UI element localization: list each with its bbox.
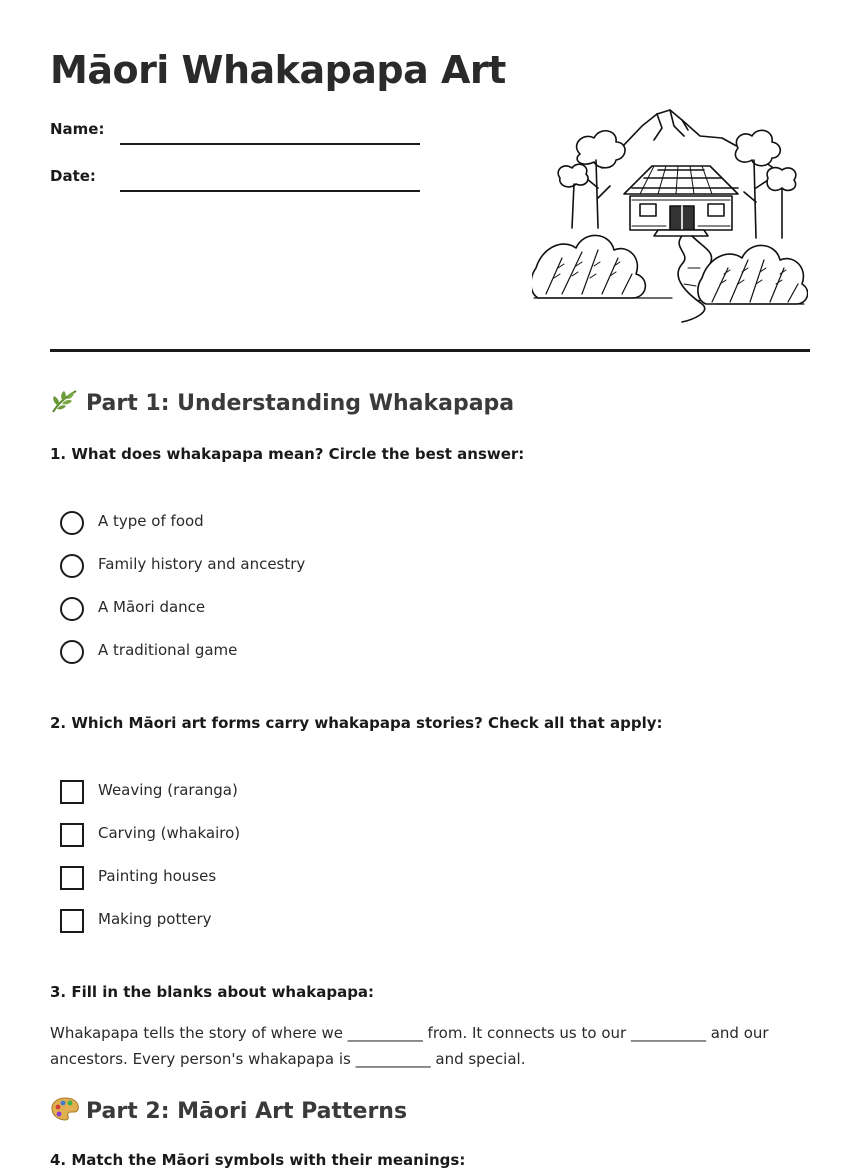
fill-in-line-1: Whakapapa tells the story of where we __________ from. It connects us to our __________ and our — [50, 1024, 769, 1042]
worksheet-title: Māori Whakapapa Art — [50, 48, 506, 92]
question-2: 2. Which Māori art forms carry whakapapa stories? Check all that apply: — [50, 714, 663, 732]
checkbox[interactable] — [60, 780, 84, 804]
header-divider — [50, 349, 810, 352]
checkbox[interactable] — [60, 866, 84, 890]
option-label: A type of food — [98, 512, 204, 530]
q1-option[interactable] — [60, 511, 560, 537]
fill-in-blanks-paragraph — [50, 1020, 790, 1072]
question-1: 1. What does whakapapa mean? Circle the best answer: — [50, 445, 525, 463]
part1-heading — [50, 388, 514, 416]
q2-option[interactable] — [60, 909, 560, 935]
name-label: Name: — [50, 120, 105, 138]
date-field[interactable] — [50, 167, 420, 197]
q1-option[interactable] — [60, 640, 560, 666]
option-label: Family history and ancestry — [98, 555, 306, 573]
q1-option[interactable] — [60, 554, 560, 580]
name-field[interactable] — [50, 120, 420, 150]
radio-circle[interactable] — [60, 554, 84, 578]
q2-option[interactable] — [60, 823, 560, 849]
option-label: Painting houses — [98, 867, 217, 885]
option-label: Weaving (raranga) — [98, 781, 238, 799]
part2-heading — [50, 1096, 407, 1124]
checkbox[interactable] — [60, 823, 84, 847]
wharenui-illustration — [532, 108, 808, 326]
radio-circle[interactable] — [60, 511, 84, 535]
checkbox[interactable] — [60, 909, 84, 933]
question-4: 4. Match the Māori symbols with their meanings: — [50, 1151, 466, 1169]
q2-option[interactable] — [60, 866, 560, 892]
option-label: A Māori dance — [98, 598, 206, 616]
palette-icon — [50, 1096, 80, 1122]
option-label: A traditional game — [98, 641, 238, 659]
part2-heading-text: Part 2: Māori Art Patterns — [86, 1099, 408, 1124]
radio-circle[interactable] — [60, 640, 84, 664]
leaf-icon — [50, 388, 80, 414]
fill-in-line-2: ancestors. Every person's whakapapa is __________ and special. — [50, 1050, 526, 1068]
option-label: Making pottery — [98, 910, 212, 928]
date-label: Date: — [50, 167, 96, 185]
part1-heading-text: Part 1: Understanding Whakapapa — [86, 391, 515, 416]
question-3: 3. Fill in the blanks about whakapapa: — [50, 983, 375, 1001]
radio-circle[interactable] — [60, 597, 84, 621]
q2-option[interactable] — [60, 780, 560, 806]
q1-option[interactable] — [60, 597, 560, 623]
date-line[interactable] — [120, 190, 420, 192]
name-line[interactable] — [120, 143, 420, 145]
option-label: Carving (whakairo) — [98, 824, 241, 842]
